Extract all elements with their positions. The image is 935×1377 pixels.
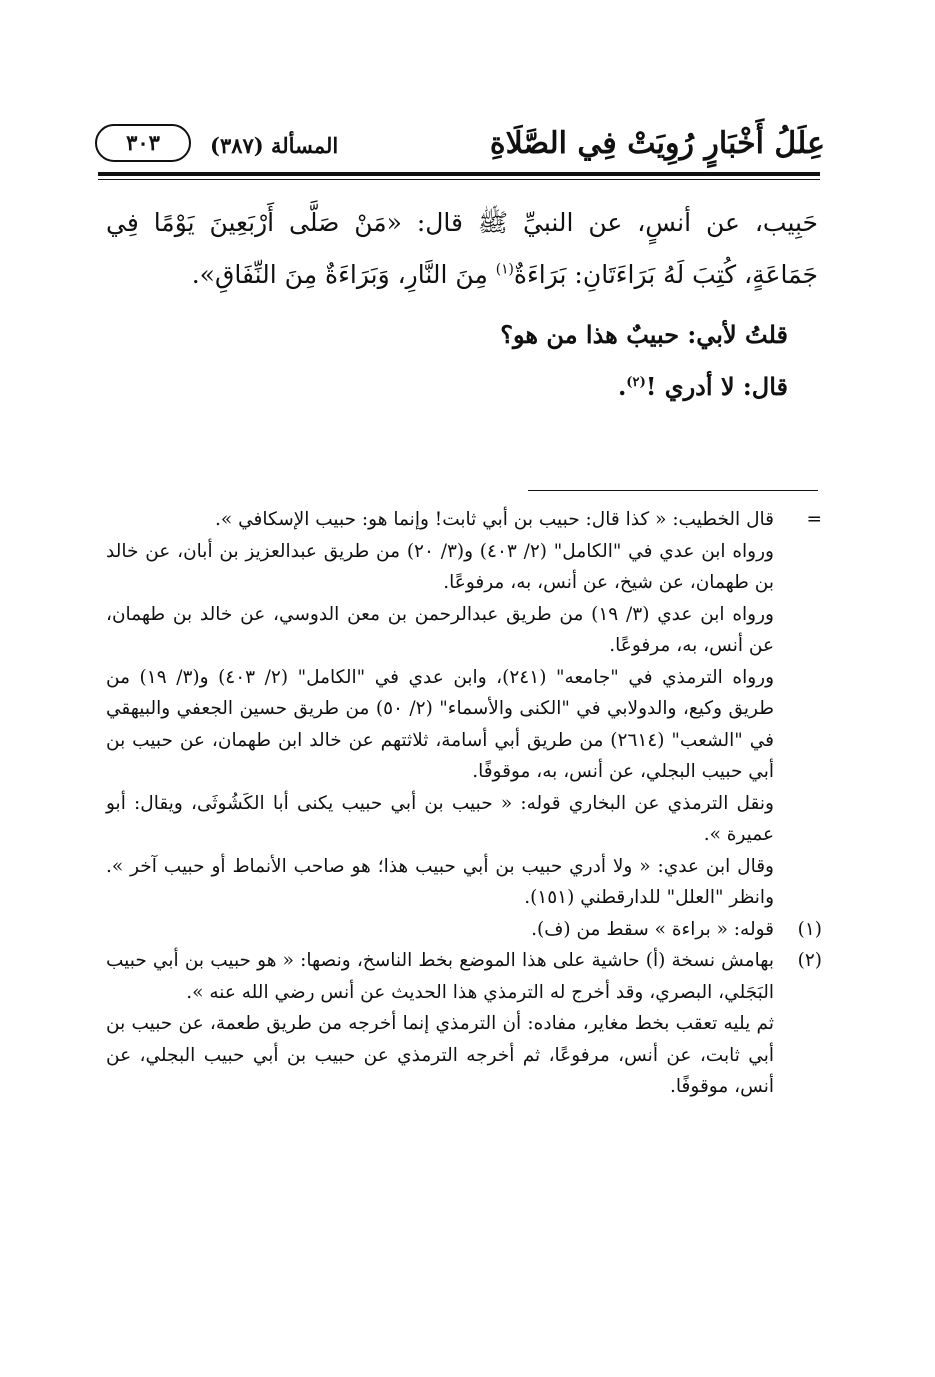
answer-text: قال: لا أدري ! [645, 372, 788, 401]
hadith-text [106, 197, 818, 301]
issue-number: المسألة (٣٨٧) [210, 133, 339, 158]
answer-end: . [617, 372, 627, 401]
main-text [106, 197, 818, 413]
footnote-separator [528, 490, 818, 491]
footnote-paragraph: ورواه الترمذي في "جامعه" (٢٤١)، وابن عدي في "الكامل" (٢/ ٤٠٣) و(٣/ ١٩) من طريق وكيع، والدولابي في "الكنى والأسماء" (٢/ ٥٠) من طريق حسين الجعفي والبيهقي في "الشعب" (٢٦١٤) من طريق أبي أسامة، ثلاثتهم عن خالد ابن طهمان، عن حبيب بن أبي حبيب البجلي، عن أنس، به، موقوفًا. [106, 666, 775, 782]
footnote-1-marker: (١) [797, 918, 822, 940]
footnote-2 [106, 945, 822, 1103]
footnote-2-marker: (٢) [797, 950, 822, 971]
footnote-continuation [106, 504, 822, 914]
footnote-paragraph: ونقل الترمذي عن البخاري قوله: « حبيب بن أبي حبيب يكنى أبا الكَشُوثَى، ويقال: أبو عميرة ». [106, 792, 774, 845]
footnote-paragraph: ورواه ابن عدي (٣/ ١٩) من طريق عبدالرحمن بن معن الدوسي، عن خالد بن طهمان، عن أنس، به، مرفوعًا. [106, 603, 774, 656]
answer-line [106, 361, 788, 413]
footnote-paragraph: ورواه ابن عدي في "الكامل" (٢/ ٤٠٣) و(٣/ ٢٠) من طريق عبدالعزيز بن أبان، عن خالد بن طهمان، عن شيخ، عن أنس، به، مرفوعًا. [106, 540, 774, 593]
footnote-paragraph: بهامش نسخة (أ) حاشية على هذا الموضع بخط الناسخ، ونصها: « هو حبيب بن أبي حبيب البَجَلي، البصري، وقد أخرج له الترمذي هذا الحديث عن أنس رضي الله عنه ». [106, 950, 774, 1003]
footnote-1 [106, 914, 822, 946]
footnote-paragraph: ثم يليه تعقب بخط مغاير، مفاده: أن الترمذي إنما أخرجه من طريق طعمة، عن حبيب بن أبي ثابت، عن أنس، مرفوعًا، ثم أخرجه الترمذي عن حبيب بن أبي حبيب البجلي، عن أنس، موقوفًا. [106, 1013, 774, 1097]
running-header [95, 112, 825, 172]
footnotes [106, 504, 822, 1103]
footnote-paragraph: قال الخطيب: « كذا قال: حبيب بن أبي ثابت! وإنما هو: حبيب الإسكافي ». [215, 509, 774, 530]
page-number: ٣٠٣ [95, 124, 191, 162]
hadith-text-part-2: مِنَ النَّارِ، وَبَرَاءَةٌ مِنَ النِّفَاقِ». [191, 260, 496, 289]
book-title: عِلَلُ أَخْبَارٍ رُوِيَتْ فِي الصَّلَاةِ [489, 126, 825, 161]
footnote-ref-2: (٢) [626, 375, 646, 390]
question-line: قلتُ لأبي: حبيبٌ هذا من هو؟ [500, 320, 788, 349]
footnote-ref-1: (١) [495, 261, 514, 278]
header-rule-thin [98, 179, 820, 180]
hadith-text-part-1: حَبِيب، عن أنسٍ، عن النبيِّ ﷺ قال: «مَنْ صَلَّى أَرْبَعِينَ يَوْمًا فِي جَمَاعَةٍ، كُتِبَ لَهُ بَرَاءَتَانِ: بَرَاءَةٌ [106, 208, 818, 289]
header-rule-thick [98, 172, 820, 176]
footnote-paragraph: وقال ابن عدي: « ولا أدري حبيب بن أبي حبيب هذا؛ هو صاحب الأنماط أو حبيب آخر ». وانظر "العلل" للدارقطني (١٥١). [106, 855, 774, 908]
footnote-1-text: قوله: « براءة » سقط من (ف). [531, 918, 774, 940]
continuation-marker: = [806, 509, 822, 530]
